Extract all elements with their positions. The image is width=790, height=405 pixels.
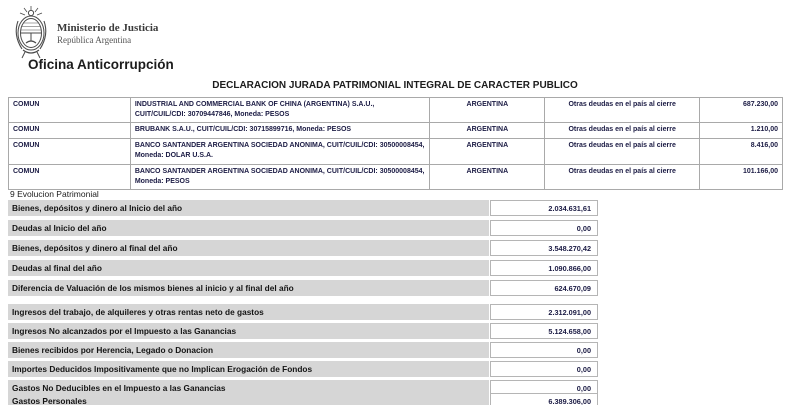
evolution-row [8,200,598,216]
debt-country-cell: ARGENTINA [430,164,545,189]
evolution-row-label: Bienes, depósitos y dinero al final del año [8,240,489,256]
page-title: DECLARACION JURADA PATRIMONIAL INTEGRAL DE CARACTER PUBLICO [212,80,578,91]
evolution-row-label: Gastos Personales [8,393,489,405]
debt-concept-cell: Otras deudas en el país al cierre [545,139,700,164]
evolution-row-value: 0,00 [490,380,598,396]
evolution-row [8,361,598,377]
evolution-row-value: 5.124.658,00 [490,323,598,339]
evolution-row [8,323,598,339]
evolution-row-value: 2.034.631,61 [490,200,598,216]
table-row [9,164,783,189]
debt-type-cell: COMUN [9,123,131,139]
ministry-block [57,22,158,45]
debt-country-cell: ARGENTINA [430,139,545,164]
evolution-row [8,220,598,236]
evolution-row-value: 3.548.270,42 [490,240,598,256]
ministry-name: Ministerio de Justicia [57,22,159,34]
argentina-coat-of-arms-icon [10,5,52,61]
evolution-row [8,304,598,320]
evolution-row-value: 0,00 [490,361,598,377]
table-row [9,139,783,164]
debt-entity-cell: INDUSTRIAL AND COMMERCIAL BANK OF CHINA (ARGENTINA) S.A.U., CUIT/CUIL/CDI: 30709447846, Moneda: PESOS [130,98,430,123]
debt-entity-cell: BANCO SANTANDER ARGENTINA SOCIEDAD ANONIMA, CUIT/CUIL/CDI: 30500008454, Moneda: PESOS [130,164,430,189]
debts-table [8,97,783,190]
evolution-row-label: Ingresos del trabajo, de alquileres y otras rentas neto de gastos [8,304,489,320]
evolution-row-label: Gastos No Deducibles en el Impuesto a las Ganancias [8,380,489,396]
debt-country-cell: ARGENTINA [430,98,545,123]
table-row [9,98,783,123]
debt-amount-cell: 1.210,00 [700,123,783,139]
evolution-row [8,393,598,405]
evolution-row-value: 1.090.866,00 [490,260,598,276]
ministry-country: República Argentina [57,34,132,45]
table-row [9,123,783,139]
evolution-row [8,280,598,296]
evolution-row-value: 2.312.091,00 [490,304,598,320]
evolution-row-label: Ingresos No alcanzados por el Impuesto a las Ganancias [8,323,489,339]
office-name: Oficina Anticorrupción [28,57,174,72]
debt-type-cell: COMUN [9,164,131,189]
evolution-row-label: Bienes, depósitos y dinero al Inicio del año [8,200,489,216]
debt-amount-cell: 687.230,00 [700,98,783,123]
evolution-row-label: Deudas al Inicio del año [8,220,489,236]
debt-concept-cell: Otras deudas en el país al cierre [545,98,700,123]
evolution-row-label: Bienes recibidos por Herencia, Legado o Donacion [8,342,489,358]
debt-type-cell: COMUN [9,98,131,123]
evolution-row [8,240,598,256]
debt-amount-cell: 101.166,00 [700,164,783,189]
debt-amount-cell: 8.416,00 [700,139,783,164]
evolution-row-label: Diferencia de Valuación de los mismos bienes al inicio y al final del año [8,280,489,296]
debt-concept-cell: Otras deudas en el país al cierre [545,123,700,139]
section-title-evolucion-patrimonial: 9 Evolucion Patrimonial [10,189,99,199]
debt-concept-cell: Otras deudas en el país al cierre [545,164,700,189]
debt-entity-cell: BRUBANK S.A.U., CUIT/CUIL/CDI: 30715899716, Moneda: PESOS [130,123,430,139]
evolution-row-value: 624.670,09 [490,280,598,296]
evolution-row-label: Deudas al final del año [8,260,489,276]
evolution-row-label: Importes Deducidos Impositivamente que no Implican Erogación de Fondos [8,361,489,377]
debt-entity-cell: BANCO SANTANDER ARGENTINA SOCIEDAD ANONIMA, CUIT/CUIL/CDI: 30500008454, Moneda: DOLAR U.S.A. [130,139,430,164]
debt-type-cell: COMUN [9,139,131,164]
evolution-row [8,342,598,358]
evolution-row-value: 0,00 [490,342,598,358]
evolution-row [8,260,598,276]
debt-country-cell: ARGENTINA [430,123,545,139]
evolution-row-value: 6.389.306,00 [490,393,598,405]
evolution-row-value: 0,00 [490,220,598,236]
